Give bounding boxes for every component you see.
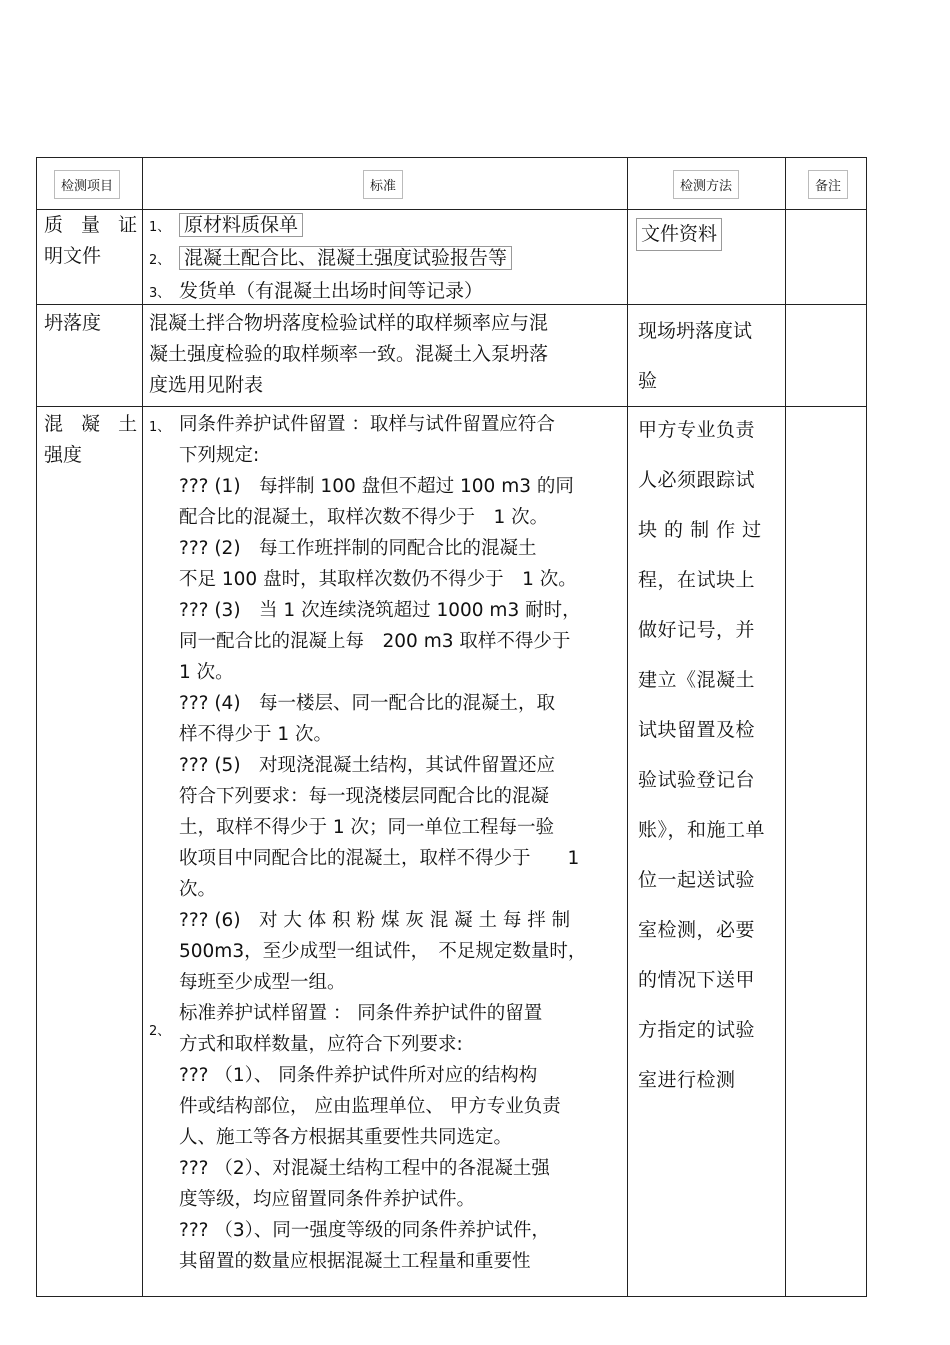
col-divider xyxy=(142,158,143,1296)
list-item: 1、 原材料质保单 xyxy=(149,210,512,243)
row2-item: 坍落度 xyxy=(44,312,102,334)
row3-method: 甲方专业负责 人必须跟踪试 块 的 制 作 过 程，在试块上 做好记号，并 建立《混凝土 试块留置及检 验试验登记台 账》，和施工单 位一起送试验 室检测，必要 的情况下送甲 方指定的试验 室进行检测 xyxy=(638,419,766,1091)
col-divider xyxy=(785,158,786,1296)
header-item: 检测项目 xyxy=(54,170,120,199)
row3-num-2: 2、 xyxy=(149,1024,171,1039)
list-item: 3、 发货单（有混凝土出场时间等记录） xyxy=(149,280,484,302)
row1-method: 文件资料 xyxy=(636,218,722,251)
list-item: 2、 混凝土配合比、混凝土强度试验报告等 xyxy=(149,243,512,276)
row1-standard-list xyxy=(149,210,512,309)
row3-standard: 同条件养护试件留置 ：取样与试件留置应符合 下列规定: ??? (1) 每拌制 100 盘但不超过 100 m3 的同 配合比的混凝土，取样次数不得少于 1 次。 ??? (2) 每工作班拌制的同配合比的混凝土 不足 100 盘时，其取样次数仍不得少于 1 次。 ??? (3) 当 1 次连续浇筑超过 1000 m3 耐时， 同一配合比的混凝上每 200 m3 取样不得少于 1 次。 ??? (4) 每一楼层、同一配合比的混凝土，取 样不得少于 1 次。 ??? (5) 对现浇混凝土结构，其试件留置还应 符合下列要求：每一现浇楼层同配合比的混凝 土，取样不得少于 1 次；同一单位工程每一验 收项目中同配合比的混凝土，取样不得少于 1 次。 ??? (6) 对 大 体 积 粉 煤 灰 混 凝 土 每 拌 制 500m3，至少成型一组试件， 不足规定数量时， 每班至少成型一组。 标准养护试样留置 ： 同条件养护试件的留置 方式和取样数量，应符合下列要求: ??? （1）、 同条件养护试件所对应的结构构 件或结构部位， 应由监理单位、 甲方专业负责 人、施工等各方根据其重要性共同选定。 ??? （2）、对混凝土结构工程中的各混凝土强 度等级，均应留置同条件养护试件。 ??? （3）、同一强度等级的同条件养护试件， 其留置的数量应根据混凝土工程量和重要性 xyxy=(179,414,587,1272)
header-standard: 标准 xyxy=(363,170,403,199)
inspection-table xyxy=(36,157,867,1297)
header-method: 检测方法 xyxy=(673,170,739,199)
row2-method: 现场坍落度试 验 xyxy=(638,320,753,392)
header-remark: 备注 xyxy=(808,170,848,199)
row3-item: 混 凝 土 强度 xyxy=(44,413,144,466)
row2-standard: 混凝土拌合物坍落度检验试样的取样频率应与混 凝土强度检验的取样频率一致。混凝土入泵坍落 度选用见附表 xyxy=(149,312,549,396)
row1-item: 质 量 证 明文件 xyxy=(44,214,144,267)
col-divider xyxy=(627,158,628,1296)
row3-num-1: 1、 xyxy=(149,420,171,435)
